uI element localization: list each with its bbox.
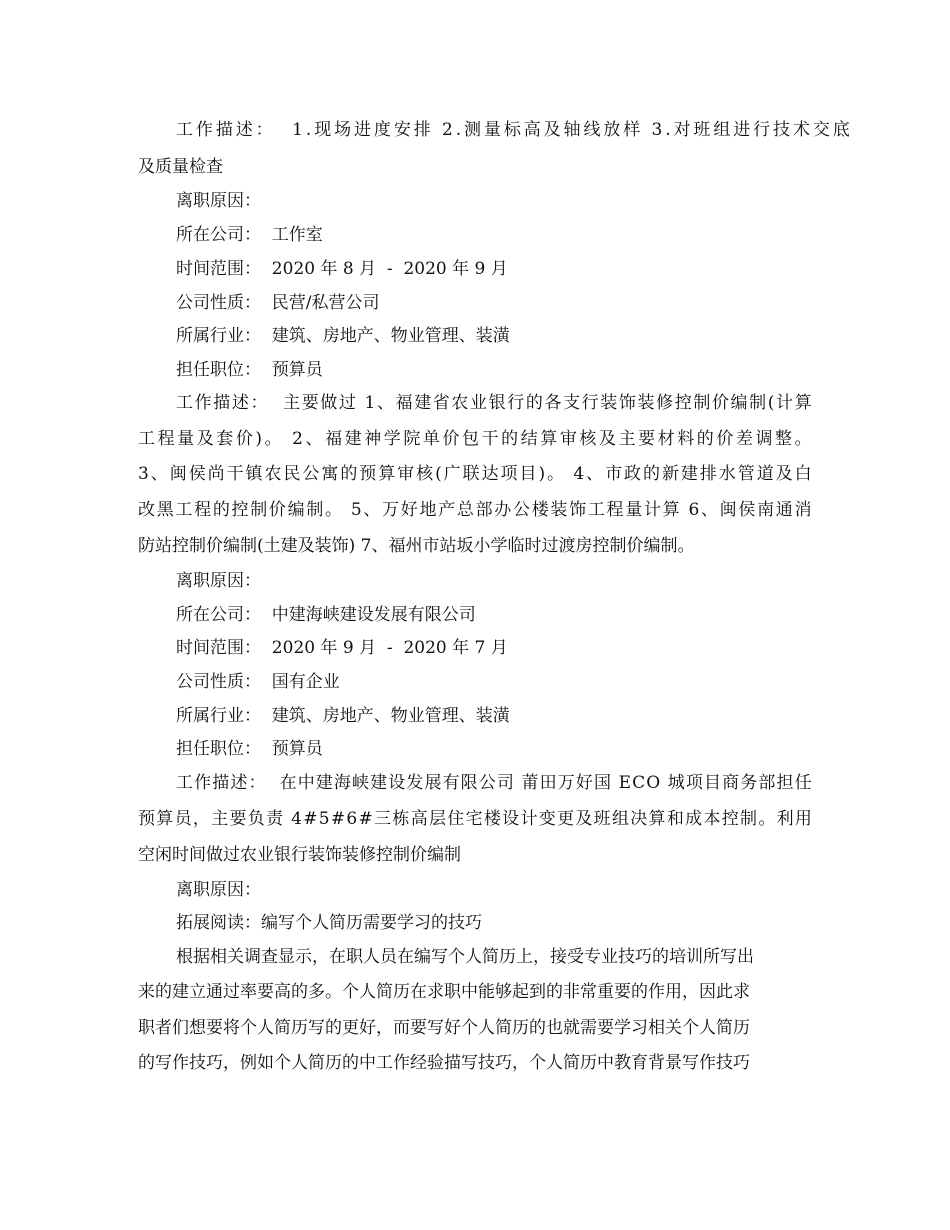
text-line: 公司性质： 国有企业 <box>176 672 340 692</box>
text-line: 来的建立通过率要高的多。个人简历在求职中能够起到的非常重要的作用，因此求 <box>138 982 750 1002</box>
text-line: 预 算 员 ， 主 要 负 责 4 # 5 # 6 # 三 栋 高 层 住 宅 楼 设 计 变 更 及 班 组 决 算 和 成 本 控 制 。 利 用 <box>138 809 812 829</box>
text-line: 根据相关调查显示，在职人员在编写个人简历上，接受专业技巧的培训所写出 <box>176 947 754 967</box>
text-line: 拓展阅读：编写个人简历需要学习的技巧 <box>176 913 482 933</box>
text-line: 所属行业： 建筑、房地产、物业管理、装潢 <box>176 706 510 726</box>
text-line: 离职原因： <box>176 191 261 211</box>
text-line: 职者们想要将个人简历写的更好，而要写好个人简历的也就需要学习相关个人简历 <box>138 1018 750 1038</box>
text-line: 及质量检查 <box>138 157 223 177</box>
text-line: 担任职位： 预算员 <box>176 739 323 759</box>
text-line: 离职原因： <box>176 880 261 900</box>
text-line: 工 作 描 述 ： 1 . 现 场 进 度 安 排 2 . 测 量 标 高 及 轴 线 放 样 3 . 对 班 组 进 行 技 术 交 底 <box>176 120 850 140</box>
text-line: 公司性质： 民营/私营公司 <box>176 293 380 313</box>
text-line: 工 作 描 述 ： 在 中 建 海 峡 建 设 发 展 有 限 公 司 莆 田 万 好 国 E C O 城 项 目 商 务 部 担 任 <box>176 773 812 793</box>
text-line: 3 、 闽 侯 尚 干 镇 农 民 公 寓 的 预 算 审 核 ( 广 联 达 项 目 ) 。 4 、 市 政 的 新 建 排 水 管 道 及 白 <box>138 464 812 484</box>
text-line: 担任职位： 预算员 <box>176 360 323 380</box>
text-line: 所在公司： 工作室 <box>176 225 323 245</box>
text-line: 防站控制价编制(土建及装饰) 7、福州市站坂小学临时过渡房控制价编制。 <box>138 536 695 556</box>
text-line: 所在公司： 中建海峡建设发展有限公司 <box>176 605 476 625</box>
text-line: 时间范围： 2020 年 8 月 - 2020 年 9 月 <box>176 259 508 279</box>
text-line: 改 黑 工 程 的 控 制 价 编 制 。 5 、 万 好 地 产 总 部 办 公 楼 装 饰 工 程 量 计 算 6 、 闽 侯 南 通 消 <box>138 500 812 520</box>
text-line: 的写作技巧，例如个人简历的中工作经验描写技巧，个人简历中教育背景写作技巧 <box>138 1053 750 1073</box>
text-line: 所属行业： 建筑、房地产、物业管理、装潢 <box>176 326 510 346</box>
text-line: 空闲时间做过农业银行装饰装修控制价编制 <box>138 845 461 865</box>
text-line: 工 程 量 及 套 价 ) 。 2 、 福 建 神 学 院 单 价 包 干 的 结 算 审 核 及 主 要 材 料 的 价 差 调 整 。 <box>138 429 812 449</box>
text-line: 工 作 描 述 ： 主 要 做 过 1 、 福 建 省 农 业 银 行 的 各 支 行 装 饰 装 修 控 制 价 编 制 ( 计 算 <box>176 393 812 413</box>
text-line: 离职原因： <box>176 571 261 591</box>
text-line: 时间范围： 2020 年 9 月 - 2020 年 7 月 <box>176 638 508 658</box>
